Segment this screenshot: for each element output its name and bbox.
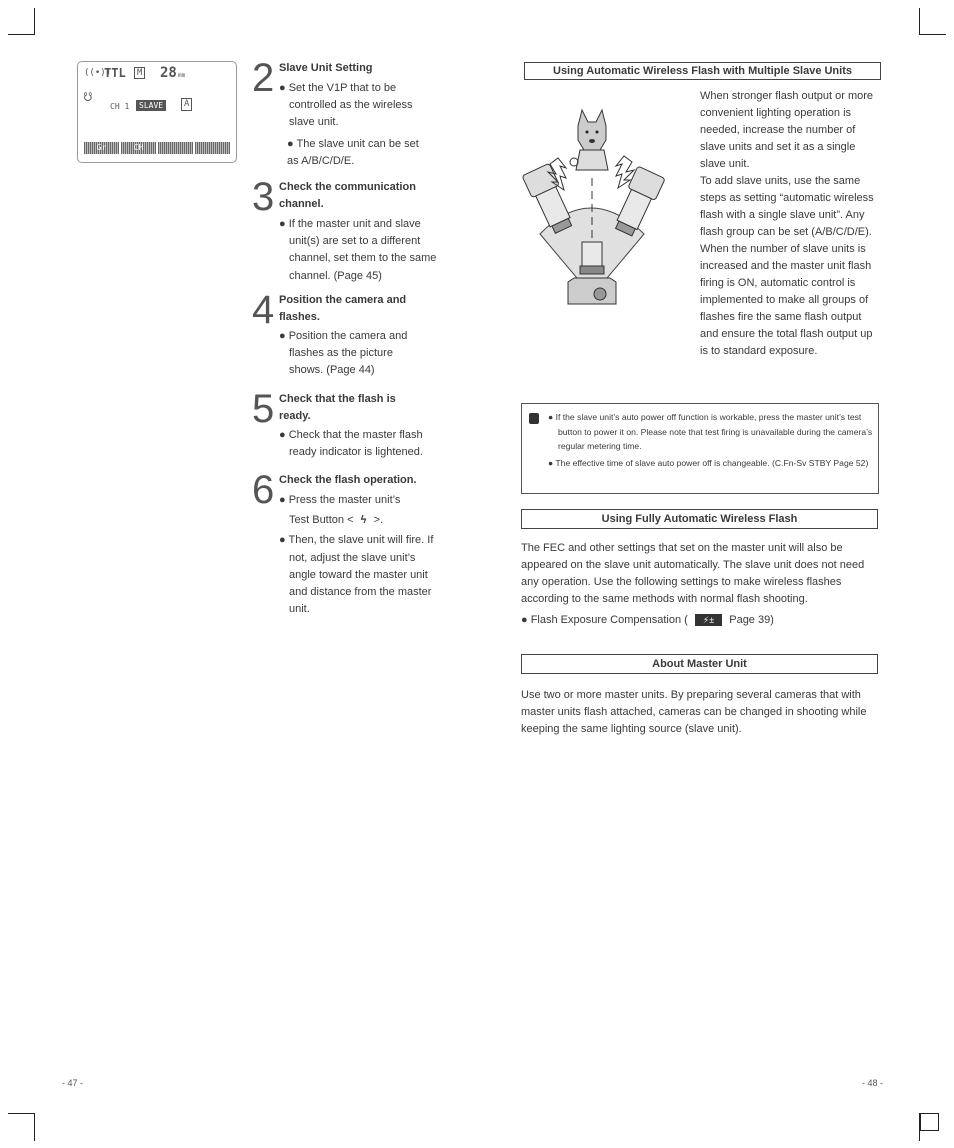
step-number: 3 (252, 175, 275, 219)
note-box (521, 403, 879, 494)
step-title: Check the flash operation. (279, 474, 417, 486)
flash-icon: ϟ (360, 514, 367, 527)
lcd-zoom: 28 (160, 65, 177, 81)
lcd-mode: SLAVE (136, 100, 166, 111)
lcd-group: A (181, 98, 192, 111)
step-bullet: ● Then, the slave unit will fire. If not, adjust the slave unit’s angle toward the master unit and distance from the master unit. (279, 534, 434, 616)
softkey: CH (121, 142, 156, 154)
wireless-setup-illustration (508, 106, 688, 306)
fec-icon: ⚡± (695, 614, 722, 626)
section-text: The FEC and other settings that set on the master unit will also be appeared on the slave unit automatically. The slave unit does not need any operation. Use the following settings to make wireless flashes according to the same methods with normal flash shooting. (521, 542, 865, 605)
step-bullet: ● Set the V1P that to be controlled as the wireless slave unit. (279, 82, 413, 129)
note-item: ● If the slave unit’s auto power off function is workable, press the master unit’s test button to power it on. Please note that test firing is unavailable during the camera’s regular metering time. (548, 412, 873, 451)
step-number: 2 (252, 56, 275, 100)
section-text: When stronger flash output or more convenient lighting operation is needed, increase the number of slave units and set it as a single slave unit. To add slave units, use the same steps as setting “automatic wireless flash with a single slave unit”. Any flash group can be set (A/B/C/D/E). When the number of slave units is increased and the master unit flash firing is ON, automatic control is implemented to make all groups of flashes fire the same flash output and ensure the total flash output up is to standard exposure. (700, 90, 874, 357)
crop-box (920, 1113, 939, 1131)
note-item: ● The effective time of slave auto power off is changeable. (C.Fn-Sv STBY Page 52) (548, 458, 869, 468)
section-heading: Using Automatic Wireless Flash with Multiple Slave Units (524, 62, 881, 80)
lcd-m-icon: M (134, 67, 145, 79)
step-bullet: ● The slave unit can be set as A/B/C/D/E. (287, 137, 419, 167)
softkey (158, 142, 193, 154)
step-title: Slave Unit Setting (279, 62, 373, 74)
crop-mark (8, 34, 35, 35)
lcd-ttl: TTL (104, 66, 126, 80)
step-bullet: ● If the master unit and slave unit(s) are set to a different channel, set them to the same channel. (Page 45) (279, 218, 437, 282)
wireless-icon: ((•)) (84, 68, 112, 78)
dog-subject (570, 110, 608, 170)
softkey: Gr (84, 142, 119, 154)
step-title: Check the communication channel. (279, 181, 416, 210)
slave-icon: ☋ (84, 90, 92, 105)
crop-mark (919, 34, 946, 35)
step-bullet: ● Press the master unit’s (279, 494, 401, 506)
lcd-zoom-unit: mm (178, 72, 186, 79)
lcd-display (77, 61, 237, 163)
step-body (279, 80, 429, 174)
lcd-softkeys (84, 142, 230, 154)
slave-flash-right (610, 166, 665, 238)
step-number: 5 (252, 387, 275, 431)
page-number-left: - 47 - (62, 1078, 84, 1088)
section-text: Use two or more master units. By preparing several cameras that with master units flash attached, cameras can be changed in shooting while keeping the same lighting source (slave unit). (521, 689, 867, 735)
test-button-text: Test Button < (289, 514, 354, 527)
note-icon (529, 413, 539, 424)
fec-text: ● Flash Exposure Compensation ( (521, 614, 688, 626)
step-number: 4 (252, 288, 275, 332)
section-heading: About Master Unit (521, 654, 878, 674)
crop-mark (8, 1113, 35, 1114)
crop-mark (34, 1113, 35, 1141)
step-title: Check that the flash is ready. (279, 393, 396, 422)
softkey (195, 142, 230, 154)
step-bullet: ● Check that the master flash ready indicator is lightened. (279, 429, 423, 459)
step-bullet: ● Position the camera and flashes as the picture shows. (Page 44) (279, 330, 408, 377)
page-number-right: - 48 - (862, 1078, 884, 1088)
test-button-close: >. (373, 514, 384, 527)
step-title: Position the camera and flashes. (279, 294, 407, 323)
step-body (279, 216, 437, 289)
step-bullet-line (279, 512, 434, 529)
crop-mark (34, 8, 35, 34)
step-body (279, 328, 429, 384)
lcd-channel: CH 1 (110, 102, 130, 111)
crop-mark (919, 8, 920, 34)
fec-line (521, 612, 877, 629)
fec-page: Page 39) (729, 614, 774, 626)
step-body (279, 492, 434, 622)
section-heading: Using Fully Automatic Wireless Flash (521, 509, 878, 529)
step-number: 6 (252, 468, 275, 512)
step-body (279, 427, 439, 465)
